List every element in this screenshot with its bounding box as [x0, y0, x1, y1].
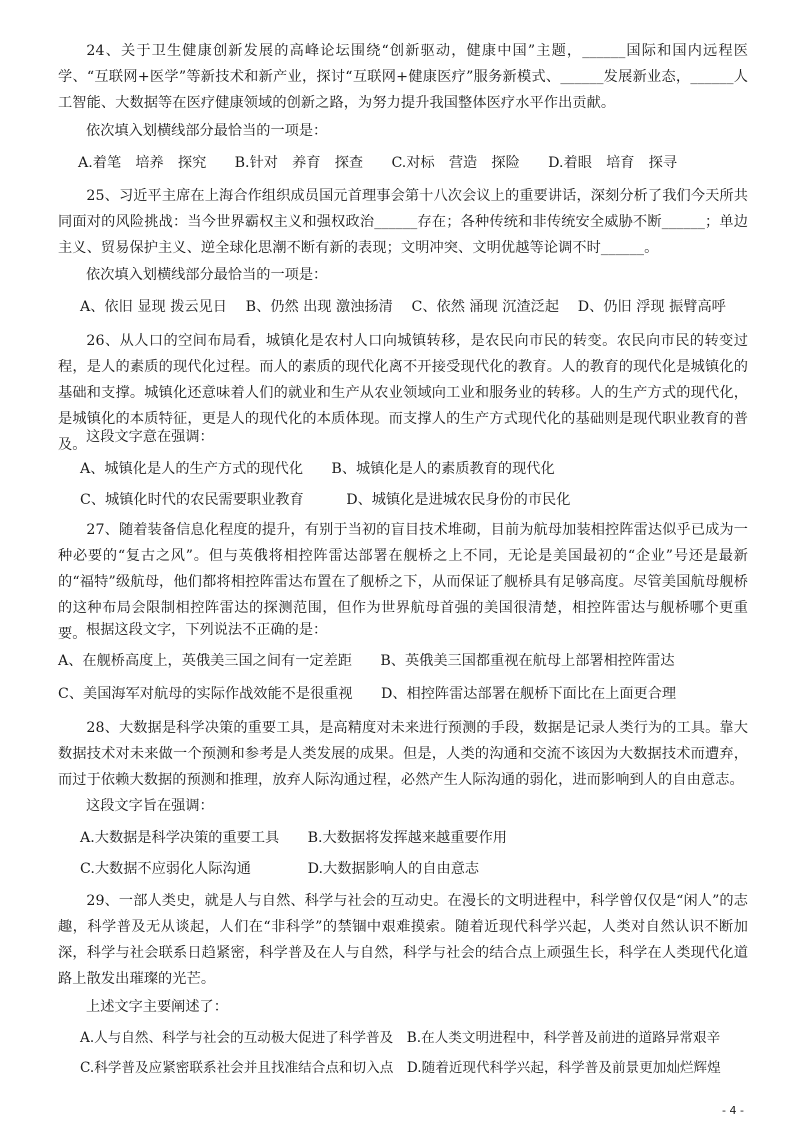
page-number: - 4 -: [722, 1104, 744, 1117]
q25-stem: 25、习近平主席在上海合作组织成员国元首理事会第十八次会议上的重要讲话，深刻分析了我们今天所共同面对的风险挑战：当今世界霸权主义和强权政治______存在；各种传统和非传统安全威胁不断______；单边主义、贸易保护主义、逆全球化思潮不断有新的表现；文明冲突、文明优越等论调不时______。: [58, 188, 748, 256]
q28-prompt: 这段文字旨在强调：: [86, 798, 214, 814]
q24-stem: 24、关于卫生健康创新发展的高峰论坛围绕“创新驱动，健康中国”主题，______国际和国内远程医学、“互联网+医学”等新技术和新产业，探讨“互联网+健康医疗”服务新模式、______发展新业态，______人工智能、大数据等在医疗健康领域的创新之路，为努力提升我国整体医疗水平作出贡献。: [58, 43, 748, 111]
q27-stem: 27、随着装备信息化程度的提升，有别于当初的盲目技术堆砌，目前为航母加装相控阵雷达似乎已成为一种必要的“复古之风”。但与英俄将相控阵雷达部署在舰桥之上不同，无论是美国最初的“企业”号还是最新的“福特”级航母，他们都将相控阵雷达布置在了舰桥之下，从而保证了舰桥具有足够高度。尽管美国航母舰桥的这种布局会限制相控阵雷达的探测范围，但作为世界航母首强的美国很清楚，相控阵雷达与舰桥哪个更重要。: [58, 522, 748, 642]
q26-option-cd: C、城镇化时代的农民需要职业教育 D、城镇化是进城农民身份的市民化: [80, 492, 571, 508]
q27-option-cd: C、美国海军对航母的实际作战效能不是很重视 D、相控阵雷达部署在舰桥下面比在上面更合理: [58, 686, 677, 702]
q29-prompt: 上述文字主要阐述了：: [86, 999, 228, 1015]
q28-stem: 28、大数据是科学决策的重要工具，是高精度对未来进行预测的手段，数据是记录人类行为的工具。靠大数据技术对未来做一个预测和参考是人类发展的成果。但是，人类的沟通和交流不该因为大数据技术而遭弃，而过于依赖大数据的预测和推理，放弃人际沟通过程，必然产生人际沟通的弱化，进而影响到人的自由意志。: [58, 720, 748, 788]
q24-options: A.着笔 培养 探究 B.针对 养育 探查 C.对标 营造 探险 D.着眼 培育 探寻: [78, 155, 678, 171]
q29-option-ab: A.人与自然、科学与社会的互动极大促进了科学普及 B.在人类文明进程中，科学普及前进的道路异常艰辛: [80, 1030, 721, 1046]
q28-option-cd: C.大数据不应弱化人际沟通 D.大数据影响人的自由意志: [80, 861, 480, 877]
q26-stem: 26、从人口的空间布局看，城镇化是农村人口向城镇转移，是农民向市民的转变。农民向市民的转变过程，是人的素质的现代化过程。而人的素质的现代化离不开接受现代化的教育。人的教育的现代化是城镇化的基础和支撑。城镇化还意味着人们的就业和生产从农业领域向工业和服务业的转移。人的生产方式的现代化，是城镇化的本质特征，更是人的现代化的本质体现。而支撑人的生产方式现代化的基础则是现代职业教育的普及。: [58, 333, 748, 453]
q24-prompt: 依次填入划横线部分最恰当的一项是：: [86, 123, 328, 139]
q26-prompt: 这段文字意在强调：: [86, 429, 214, 445]
q27-prompt: 根据这段文字，下列说法不正确的是：: [86, 622, 328, 638]
q28-option-ab: A.大数据是科学决策的重要工具 B.大数据将发挥越来越重要作用: [80, 830, 507, 846]
q29-stem: 29、一部人类史，就是人与自然、科学与社会的互动史。在漫长的文明进程中，科学曾仅仅是“闲人”的志趣，科学普及无从谈起，人们在“非科学”的禁锢中艰难摸索。随着近现代科学兴起，人类对自然认识不断加深，科学与社会联系日趋紧密，科学普及在人与自然，科学与社会的结合点上顽强生长，科学在人类现代化道路上散发出璀璨的光芒。: [58, 893, 749, 987]
q26-option-ab: A、城镇化是人的生产方式的现代化 B、城镇化是人的素质教育的现代化: [80, 461, 555, 477]
q25-options: A、依旧 显现 拨云见日 B、仍然 出现 激浊扬清 C、依然 涌现 沉渣泛起 D、仍旧 浮现 振臂高呼: [80, 299, 726, 315]
q25-prompt: 依次填入划横线部分最恰当的一项是：: [86, 267, 328, 283]
q29-option-cd: C.科学普及应紧密联系社会并且找准结合点和切入点 D.随着近现代科学兴起，科学普及前景更加灿烂辉煌: [80, 1060, 721, 1076]
q27-option-ab: A、在舰桥高度上，英俄美三国之间有一定差距 B、英俄美三国都重视在航母上部署相控阵雷达: [58, 653, 675, 669]
